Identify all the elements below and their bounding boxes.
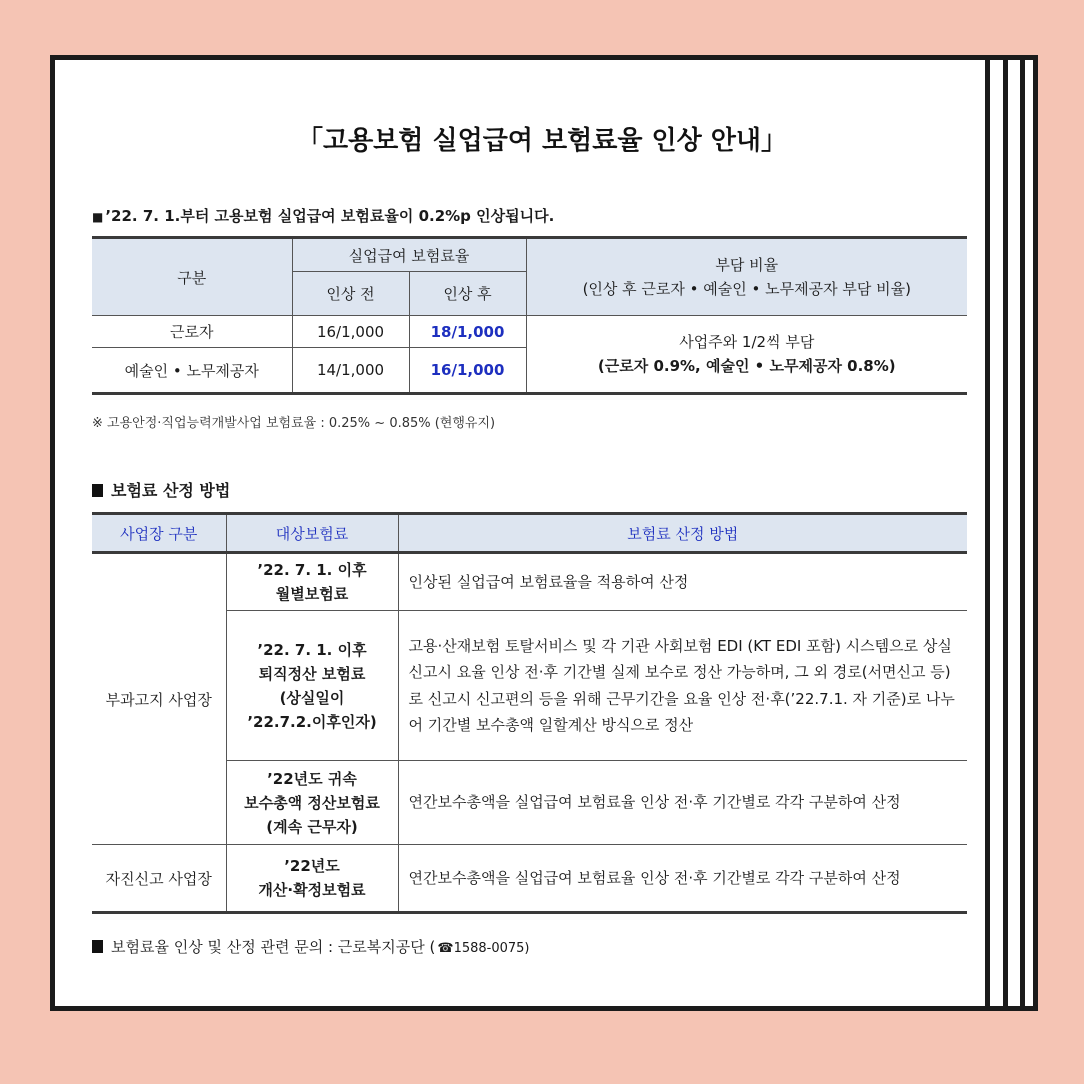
target-line: ’22. 7. 1. 이후 [257,561,367,579]
contact-text: 보험료율 인상 및 산정 관련 문의 : 근로복지공단 ( [111,938,436,956]
intro-text [92,205,554,226]
rate-table [92,236,967,395]
table-row [92,553,967,611]
workplace-group-1: 부과고지 사업장 [92,553,226,845]
burden-line2: (근로자 0.9%, 예술인 • 노무제공자 0.8%) [597,357,896,375]
square-bullet-icon [92,940,103,953]
square-bullet-icon [92,484,103,497]
header-workplace: 사업장 구분 [92,514,226,553]
method-cell: 연간보수총액을 실업급여 보험료율 인상 전·후 기간별로 각각 구분하여 산정 [398,845,967,913]
table-row [92,316,967,348]
page-title: 「고용보험 실업급여 보험료율 인상 안내」 [296,126,788,156]
target-line: ’22.7.2.이후인자) [247,712,377,731]
method-cell: 인상된 실업급여 보험료율을 적용하여 산정 [398,553,967,611]
row-after: 18/1,000 [409,316,526,348]
section-heading [92,478,230,501]
target-cell [226,611,398,761]
target-cell [226,553,398,611]
header-before: 인상 전 [292,272,409,316]
target-cell [226,845,398,913]
contact-info [92,936,530,957]
footnote: ※ 고용안정·직업능력개발사업 보험료율 : 0.25% ~ 0.85% (현행유지) [92,416,496,431]
target-line: 개산·확정보험료 [258,881,366,899]
target-cell [226,761,398,845]
section-heading-text: 보험료 산정 방법 [111,481,231,500]
row-before: 16/1,000 [292,316,409,348]
burden-cell [526,316,967,394]
header-rate: 실업급여 보험료율 [292,238,526,272]
target-line: ’22년도 [284,857,340,875]
notice-document [92,60,992,1006]
phone-number: ☎1588-0075) [437,941,530,956]
header-method: 보험료 산정 방법 [398,514,967,553]
row-category: 근로자 [92,316,292,348]
target-line: ’22년도 귀속 [267,769,357,788]
table-row [92,845,967,913]
bullet-square: ■ [92,210,104,224]
target-line: (상실일이 [279,688,345,707]
method-cell: 연간보수총액을 실업급여 보험료율 인상 전·후 기간별로 각각 구분하여 산정 [398,761,967,845]
target-line: 월별보험료 [275,585,349,603]
header-category: 구분 [92,238,292,316]
row-before: 14/1,000 [292,348,409,394]
frame-stripe [1020,55,1025,1011]
header-burden-title: 부담 비율 [715,256,779,274]
row-after: 16/1,000 [409,348,526,394]
document-frame [50,55,1038,1011]
header-after: 인상 후 [409,272,526,316]
method-cell: 고용·산재보험 토탈서비스 및 각 기관 사회보험 EDI (KT EDI 포함) 시스템으로 상실신고시 요율 인상 전·후 기간별 실제 보수로 정산 가능하며, 그 외 경로(서면신고 등)로 신고시 신고편의 등을 위해 근무기간을 요율 인상 전·후(’22.7.1. 자 기준)로 나누어 기간별 보수총액 일할계산 방식으로 정산 [398,611,967,761]
target-line: 퇴직정산 보험료 [258,664,366,683]
header-burden [526,238,967,316]
target-line: 보수총액 정산보험료 [244,793,380,812]
intro-sentence: ’22. 7. 1.부터 고용보험 실업급여 보험료율이 0.2%p 인상됩니다. [105,207,555,225]
row-category: 예술인 • 노무제공자 [92,348,292,394]
burden-line1: 사업주와 1/2씩 부담 [679,333,815,351]
workplace-group-2: 자진신고 사업장 [92,845,226,913]
frame-stripe [1003,55,1008,1011]
frame-stripe [985,55,990,1011]
target-line: ’22. 7. 1. 이후 [257,640,367,659]
header-target: 대상보험료 [226,514,398,553]
header-burden-subtitle: (인상 후 근로자 • 예술인 • 노무제공자 부담 비율) [582,280,911,298]
target-line: (계속 근무자) [266,817,358,836]
method-table [92,512,967,914]
